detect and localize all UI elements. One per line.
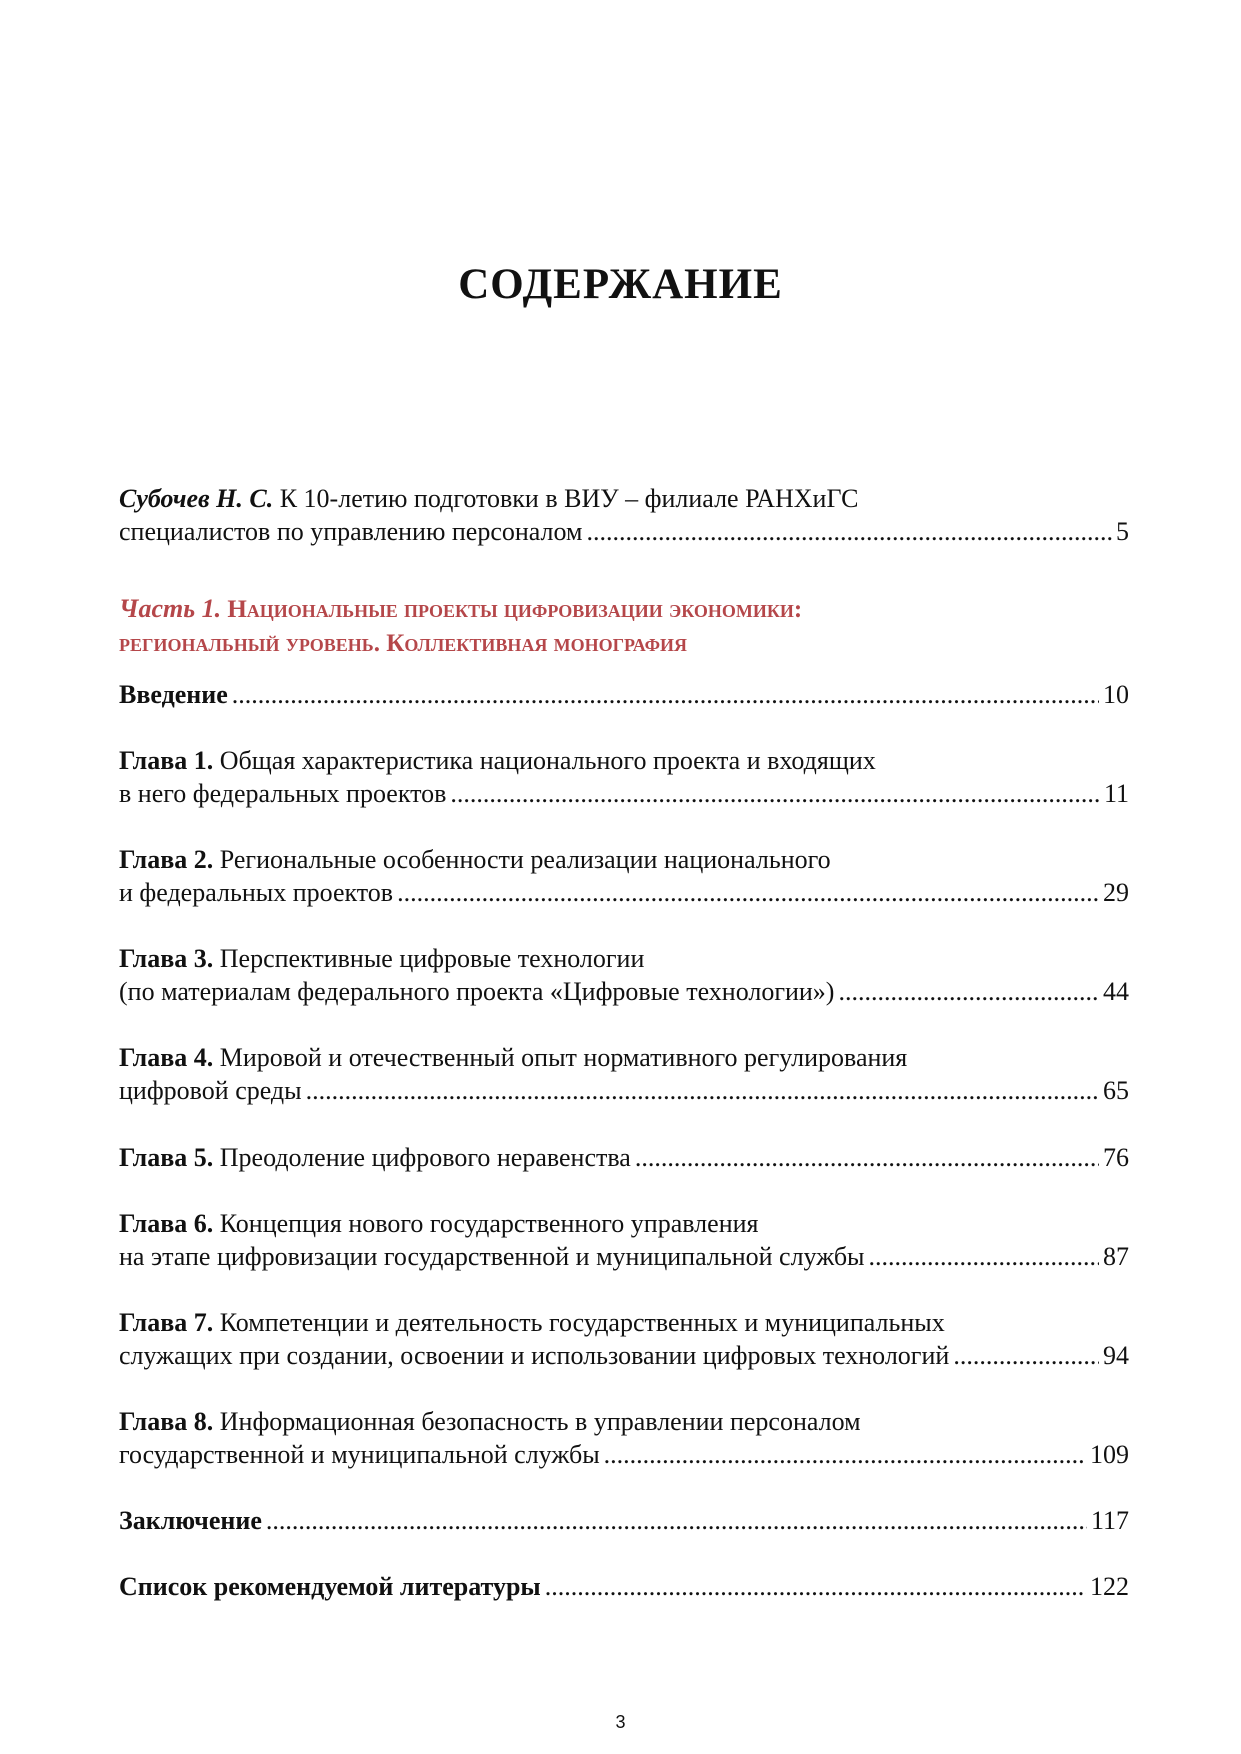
toc-entry-chapter-3[interactable] [119, 942, 1129, 1008]
part-label: Часть 1. [119, 594, 222, 623]
part-heading [119, 592, 1129, 661]
part-title-line1: Национальные проекты цифровизации экономики: [221, 596, 803, 623]
toc-entry-chapter-8[interactable] [119, 1405, 1129, 1471]
toc-entry-title: Введение [119, 680, 228, 709]
toc-page-number: 65 [1103, 1076, 1129, 1105]
toc-entry-intro[interactable] [119, 482, 1129, 548]
chapter-label: Глава 5. [119, 1143, 214, 1172]
toc-page-number: 29 [1103, 878, 1129, 907]
toc-entry-title: Список рекомендуемой литературы [119, 1572, 541, 1601]
leader-dots [232, 678, 1099, 711]
chapter-title-cont: и федеральных проектов [119, 878, 394, 907]
page-number: 3 [615, 1712, 626, 1732]
chapter-label: Глава 3. [119, 944, 214, 973]
chapter-title-cont: государственной и муниципальной службы [119, 1440, 600, 1469]
toc-page-number: 117 [1090, 1506, 1129, 1535]
leader-dots [869, 1240, 1099, 1273]
toc-page-number: 94 [1103, 1341, 1129, 1370]
leader-dots [604, 1438, 1086, 1471]
toc-entry-chapter-7[interactable] [119, 1306, 1129, 1372]
leader-dots [635, 1141, 1099, 1174]
toc-entry-conclusion[interactable] [119, 1504, 1129, 1537]
toc-entry-title-cont: специалистов по управлению персоналом [119, 517, 583, 546]
chapter-title: Концепция нового государственного управления [213, 1209, 759, 1238]
toc-entry-introduction[interactable] [119, 678, 1129, 711]
chapter-title: Информационная безопасность в управлении персоналом [213, 1407, 861, 1436]
toc-page-number: 44 [1103, 977, 1129, 1006]
chapter-label: Глава 7. [119, 1308, 214, 1337]
toc-entry-chapter-4[interactable] [119, 1041, 1129, 1107]
toc-page-number: 87 [1103, 1242, 1129, 1271]
chapter-title: Преодоление цифрового неравенства [213, 1143, 631, 1172]
toc-page-number: 10 [1103, 680, 1129, 709]
toc-entry-references[interactable] [119, 1570, 1129, 1603]
chapter-title-cont: цифровой среды [119, 1076, 302, 1105]
leader-dots [838, 975, 1099, 1008]
toc-entry-chapter-1[interactable] [119, 744, 1129, 810]
toc-page-number: 109 [1090, 1440, 1129, 1469]
leader-dots [545, 1570, 1086, 1603]
chapter-title: Общая характеристика национального проекта и входящих [213, 746, 876, 775]
toc-page-number: 122 [1090, 1572, 1129, 1601]
chapter-title-cont: (по материалам федерального проекта «Цифровые технологии») [119, 977, 835, 1006]
chapter-label: Глава 6. [119, 1209, 214, 1238]
toc-entry-title: К 10-летию подготовки в ВИУ – филиале РАНХиГС [273, 484, 859, 513]
leader-dots [266, 1504, 1087, 1537]
toc-page-number: 76 [1103, 1143, 1129, 1172]
toc-entry-chapter-5[interactable] [119, 1141, 1129, 1174]
chapter-label: Глава 2. [119, 845, 214, 874]
chapter-label: Глава 4. [119, 1043, 214, 1072]
chapter-title-cont: служащих при создании, освоении и использовании цифровых технологий [119, 1341, 950, 1370]
chapter-title-cont: в него федеральных проектов [119, 779, 447, 808]
chapter-title: Региональные особенности реализации национального [213, 845, 831, 874]
page-title: СОДЕРЖАНИЕ [458, 261, 783, 308]
chapter-title: Компетенции и деятельность государственных и муниципальных [213, 1308, 945, 1337]
chapter-title-cont: на этапе цифровизации государственной и муниципальной службы [119, 1242, 865, 1271]
part-title-line2: региональный уровень. Коллективная монография [119, 630, 688, 657]
leader-dots [953, 1339, 1099, 1372]
leader-dots [306, 1074, 1099, 1107]
leader-dots [450, 777, 1100, 810]
chapter-title: Перспективные цифровые технологии [213, 944, 645, 973]
toc-entry-title: Заключение [119, 1506, 262, 1535]
leader-dots [397, 876, 1099, 909]
toc-page-number: 5 [1116, 517, 1129, 546]
chapter-title: Мировой и отечественный опыт нормативного регулирования [213, 1043, 908, 1072]
toc-entry-chapter-2[interactable] [119, 843, 1129, 909]
toc-page-number: 11 [1103, 779, 1129, 808]
chapter-label: Глава 1. [119, 746, 214, 775]
toc-entry-chapter-6[interactable] [119, 1207, 1129, 1273]
leader-dots [587, 515, 1113, 548]
chapter-label: Глава 8. [119, 1407, 214, 1436]
toc-author: Субочев Н. С. [119, 484, 274, 513]
